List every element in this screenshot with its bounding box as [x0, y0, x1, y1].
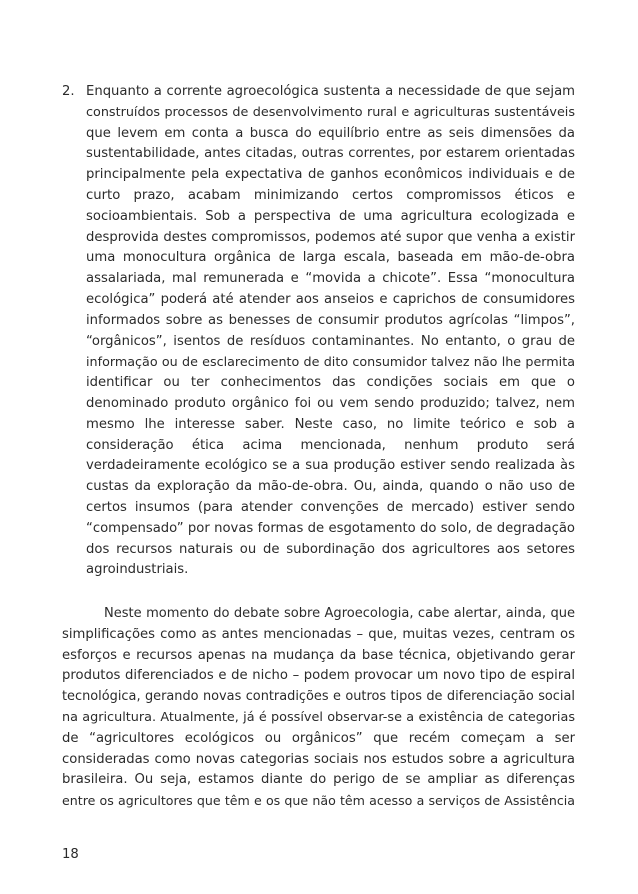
text-line: simplificações como as antes mencionadas – que, muitas vezes, centram os: [62, 626, 575, 642]
text-line: informação ou de esclarecimento de dito consumidor talvez não lhe permita: [86, 354, 575, 370]
text-line: brasileira. Ou seja, estamos diante do perigo de se ampliar as diferenças: [62, 772, 575, 788]
text-line: verdadeiramente ecológico se a sua produção estiver sendo realizada às: [86, 458, 575, 474]
text-line: mesmo lhe interesse saber. Neste caso, no limite teórico e sob a: [86, 416, 575, 432]
text-line: Enquanto a corrente agroecológica sustenta a necessidade de que sejam: [86, 84, 575, 99]
text-line: assalariada, mal remunerada e “movida a chicote”. Essa “monocultura: [86, 271, 575, 287]
text-line: uma monocultura orgânica de larga escala, baseada em mão-de-obra: [86, 250, 575, 266]
text-line: consideração ética acima mencionada, nenhum produto será: [86, 437, 575, 453]
list-item-text: [86, 82, 575, 581]
text-line: “compensado” por novas formas de esgotamento do solo, de degradação: [86, 520, 575, 536]
text-line: de “agricultores ecológicos ou orgânicos” que recém começam a ser: [62, 730, 575, 746]
text-line: dos recursos naturais ou de subordinação dos agricultores aos setores: [86, 541, 575, 557]
text-line: na agricultura. Atualmente, já é possível observar-se a existência de categorias: [62, 709, 575, 725]
text-line: principalmente pela expectativa de ganhos econômicos individuais e de: [86, 167, 575, 183]
text-line: Neste momento do debate sobre Agroecologia, cabe alertar, ainda, que: [104, 606, 575, 621]
text-line: produtos diferenciados e de nicho – podem provocar um novo tipo de espiral: [62, 668, 575, 684]
text-line: esforços e recursos apenas na mudança da base técnica, objetivando gerar: [62, 647, 575, 663]
text-line: denominado produto orgânico foi ou vem sendo produzido; talvez, nem: [86, 395, 575, 411]
text-line: agroindustriais.: [86, 562, 189, 578]
text-line: desprovida destes compromissos, podemos até supor que venha a existir: [86, 229, 575, 245]
text-line: que levem em conta a busca do equilíbrio entre as seis dimensões da: [86, 125, 575, 141]
text-line: sustentabilidade, antes citadas, outras correntes, por estarem orientadas: [86, 146, 575, 162]
text-line: informados sobre as benesses de consumir produtos agrícolas “limpos”,: [86, 312, 575, 328]
text-line: socioambientais. Sob a perspectiva de uma agricultura ecologizada e: [86, 208, 575, 224]
text-line: curto prazo, acabam minimizando certos compromissos éticos e: [86, 187, 575, 203]
text-line: consideradas como novas categorias sociais nos estudos sobre a agricultura: [62, 751, 575, 767]
body-paragraph: [62, 604, 575, 812]
text-line: ecológica” poderá até atender aos anseios e caprichos de consumidores: [86, 291, 575, 307]
text-line: custas da exploração da mão-de-obra. Ou, ainda, quando o não uso de: [86, 479, 575, 495]
text-line: tecnológica, gerando novas contradições e outros tipos de diferenciação social: [62, 689, 575, 705]
text-line: construídos processos de desenvolvimento rural e agriculturas sustentáveis: [86, 104, 575, 120]
text-line: “orgânicos”, isentos de resíduos contaminantes. No entanto, o grau de: [86, 333, 575, 349]
text-line: entre os agricultores que têm e os que não têm acesso a serviços de Assistência: [62, 793, 575, 809]
text-line: certos insumos (para atender convenções de mercado) estiver sendo: [86, 499, 575, 515]
text-line: identificar ou ter conhecimentos das condições sociais em que o: [86, 375, 575, 391]
page-number: 18: [62, 847, 79, 862]
numbered-list-item: [62, 82, 575, 581]
list-item-number: 2.: [62, 84, 75, 99]
